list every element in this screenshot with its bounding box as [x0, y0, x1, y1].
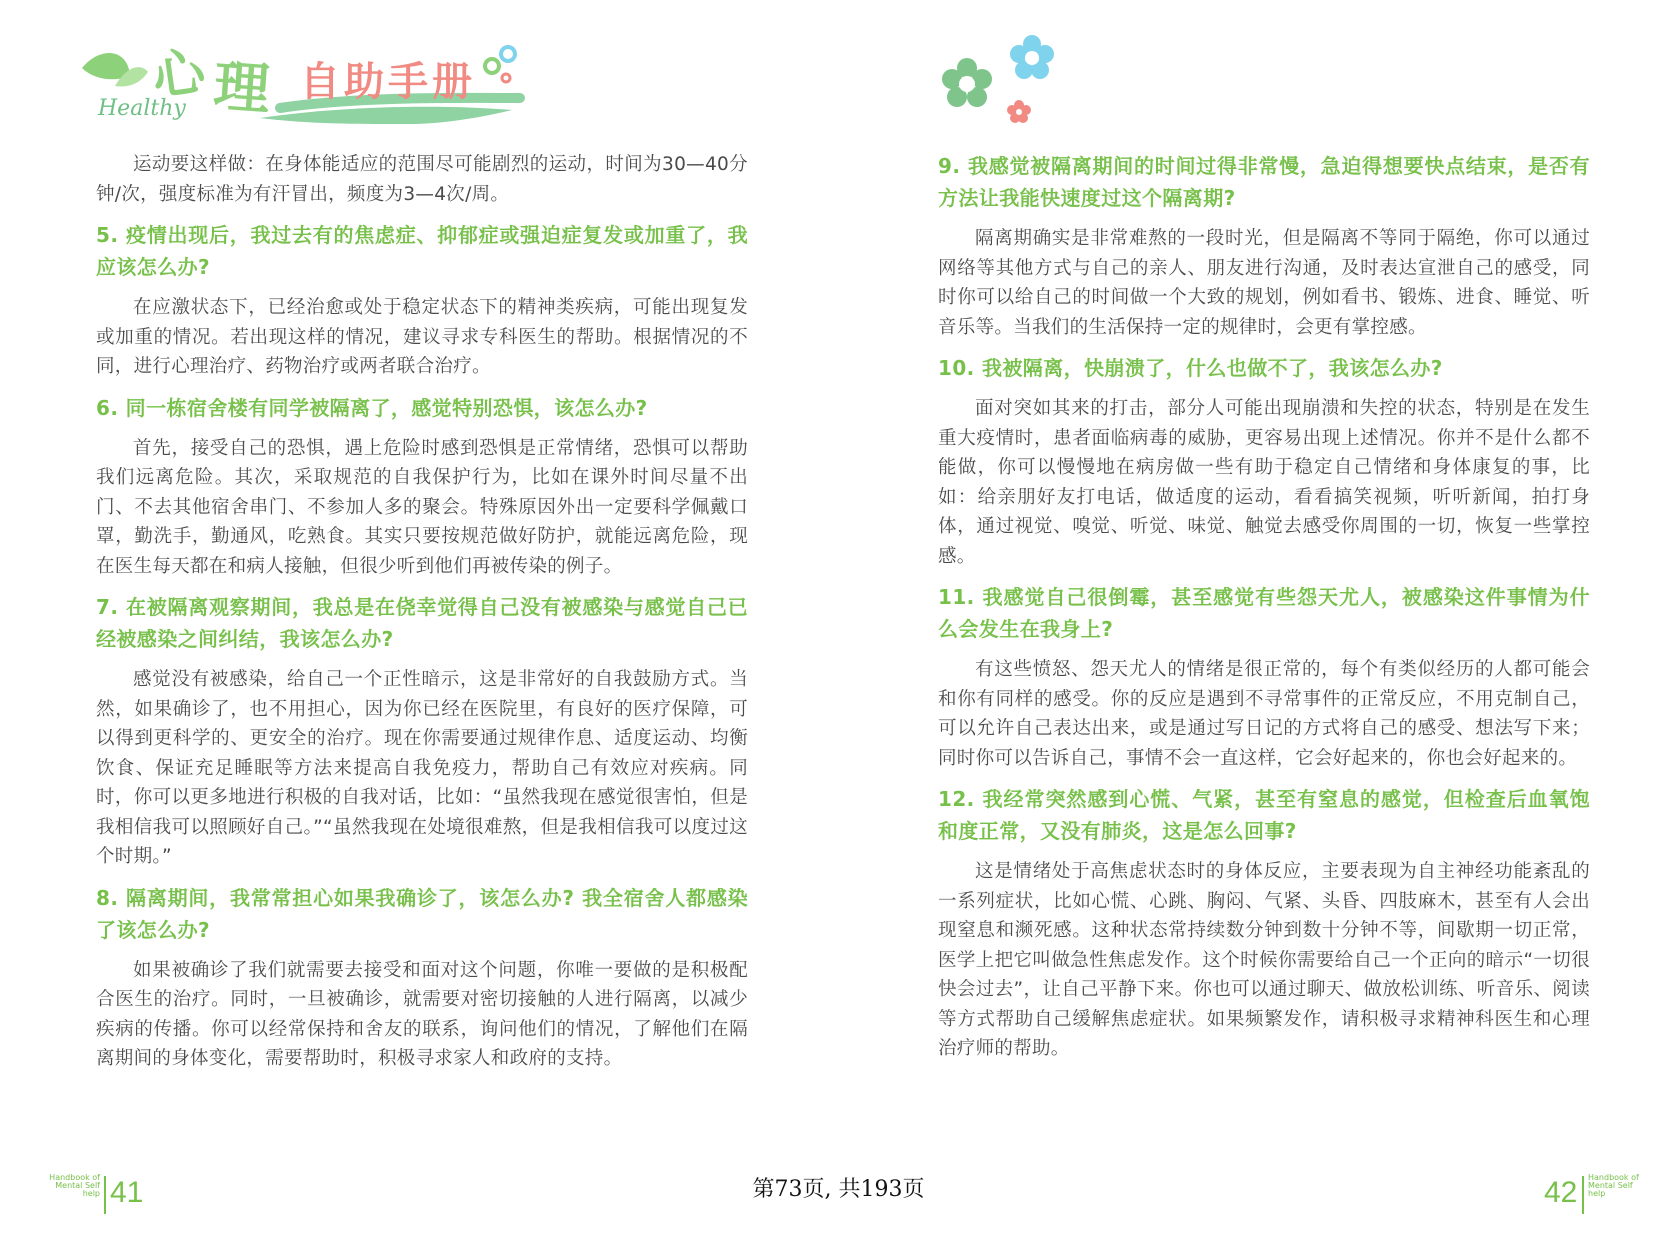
body-paragraph: 这是情绪处于高焦虑状态时的身体反应，主要表现为自主神经功能紊乱的一系列症状，比如心慌、心跳、胸闷、气紧、头昏、四肢麻木，甚至有人会出现窒息和濒死感。这种状态常持续数分钟到数十分钟不等，间歇期一切正常，医学上把它叫做急性焦虑发作。这个时候你需要给自己一个正向的暗示“一切很快会过去”，让自己平静下来。你也可以通过聊天、做放松训练、听音乐、阅读等方式帮助自己缓解焦虑症状。如果频繁发作，请积极寻求精神科医生和心理治疗师的帮助。 — [938, 861, 1590, 1059]
footer-note-line: Mental Self — [55, 1181, 100, 1190]
body-paragraph: 有这些愤怒、怨天尤人的情绪是很正常的，每个有类似经历的人都可能会和你有同样的感受。你的反应是遇到不寻常事件的正常反应，不用克制自己，可以允许自己表达出来，或是通过写日记的方式将自己的感受、想法写下来；同时你可以告诉自己，事情不会一直这样，它会好起来的，你也会好起来的。 — [938, 659, 1590, 769]
left-column — [96, 150, 748, 1084]
footer-note-line: Mental Self — [1588, 1181, 1633, 1190]
body-paragraph: 感觉没有被感染，给自己一个正性暗示，这是非常好的自我鼓励方式。当然，如果确诊了，也不用担心，因为你已经在医院里，有良好的医疗保障，可以得到更科学的、更安全的治疗。现在你需要通过规律作息、适度运动、均衡饮食、保证充足睡眠等方法来提高自我免疫力，帮助自己有效应对疾病。同时，你可以更多地进行积极的自我对话，比如：“虽然我现在感觉很害怕，但是我相信我可以照顾好自己。”“虽然我现在处境很难熬，但是我相信我可以度过这个时期。” — [96, 669, 748, 867]
question-heading: 10. 我被隔离，快崩溃了，什么也做不了，我该怎么办? — [938, 356, 1443, 380]
footer-note-line: Handbook of — [1588, 1173, 1639, 1182]
small-flowers-icon — [480, 44, 520, 86]
footer-note-line: help — [82, 1189, 100, 1198]
question-heading: 7. 在被隔离观察期间，我总是在侥幸觉得自己没有被感染与感觉自己已经被感染之间纠结，我该怎么办? — [96, 595, 748, 651]
question-heading: 11. 我感觉自己很倒霉，甚至感觉有些怨天尤人，被感染这件事情为什么会发生在我身上? — [938, 585, 1590, 641]
body-paragraph: 如果被确诊了我们就需要去接受和面对这个问题，你唯一要做的是积极配合医生的治疗。同时，一旦被确诊，就需要对密切接触的人进行隔离，以减少疾病的传播。你可以经常保持和舍友的联系，询问他们的情况，了解他们在隔离期间的身体变化，需要帮助时，积极寻求家人和政府的支持。 — [96, 959, 748, 1069]
right-column — [938, 150, 1590, 1074]
body-paragraph: 在应激状态下，已经治愈或处于稳定状态下的精神类疾病，可能出现复发或加重的情况。若出现这样的情况，建议寻求专科医生的帮助。根据情况的不同，进行心理治疗、药物治疗或两者联合治疗。 — [96, 297, 748, 377]
question-heading: 6. 同一栋宿舍楼有同学被隔离了，感觉特别恐惧，该怎么办? — [96, 395, 648, 420]
question-heading: 9. 我感觉被隔离期间的时间过得非常慢，急迫得想要快点结束，是否有方法让我能快速度过这个隔离期? — [938, 154, 1590, 210]
question-heading: 12. 我经常突然感到心慌、气紧，甚至有窒息的感觉，但检查后血氧饱和度正常，又没有肺炎，这是怎么回事? — [938, 787, 1590, 843]
footer-note-line: Handbook of — [49, 1173, 100, 1182]
flowers-icon — [935, 30, 1075, 130]
footer-divider-right — [1582, 1176, 1584, 1214]
page-number-right: 42 — [1544, 1176, 1578, 1209]
body-paragraph: 隔离期确实是非常难熬的一段时光，但是隔离不等同于隔绝，你可以通过网络等其他方式与自己的亲人、朋友进行沟通，及时表达宣泄自己的感受，同时你可以给自己的时间做一个大致的规划，例如看书、锻炼、进食、睡觉、听音乐等。当我们的生活保持一定的规律时，会更有掌控感。 — [938, 228, 1590, 338]
page-counter: 第73页, 共193页 — [752, 1177, 925, 1202]
page-number-left: 41 — [110, 1176, 144, 1209]
logo-char-li: 理 — [211, 54, 272, 123]
header-title: 自助手册 — [300, 59, 476, 105]
question-heading: 5. 疫情出现后，我过去有的焦虑症、抑郁症或强迫症复发或加重了，我应该怎么办? — [96, 223, 748, 279]
body-paragraph: 面对突如其来的打击，部分人可能出现崩溃和失控的状态，特别是在发生重大疫情时，患者面临病毒的威胁，更容易出现上述情况。你并不是什么都不能做，你可以慢慢地在病房做一些有助于稳定自己情绪和身体康复的事，比如：给亲朋好友打电话，做适度的运动，看看搞笑视频，听听新闻，拍打身体，通过视觉、嗅觉、听觉、味觉、触觉去感受你周围的一切，恢复一些掌控感。 — [938, 398, 1590, 567]
footer-note-right — [1588, 1174, 1648, 1198]
logo-char-xin: 心 — [148, 41, 209, 109]
body-paragraph: 首先，接受自己的恐惧，遇上危险时感到恐惧是正常情绪，恐惧可以帮助我们远离危险。其次，采取规范的自我保护行为，比如在课外时间尽量不出门、不去其他宿舍串门、不参加人多的聚会。特殊原因外出一定要科学佩戴口罩，勤洗手，勤通风，吃熟食。其实只要按规范做好防护，就能远离危险，现在医生每天都在和病人接触，但很少听到他们再被传染的例子。 — [96, 437, 748, 577]
question-heading: 8. 隔离期间，我常常担心如果我确诊了，该怎么办? 我全宿舍人都感染了该怎么办? — [96, 885, 748, 942]
header-subtitle: Healthy — [98, 96, 186, 121]
footer-note-line: help — [1588, 1189, 1606, 1198]
body-paragraph: 运动要这样做：在身体能适应的范围尽可能剧烈的运动，时间为30—40分钟/次，强度标准为有汗冒出，频度为3—4次/周。 — [96, 154, 748, 205]
